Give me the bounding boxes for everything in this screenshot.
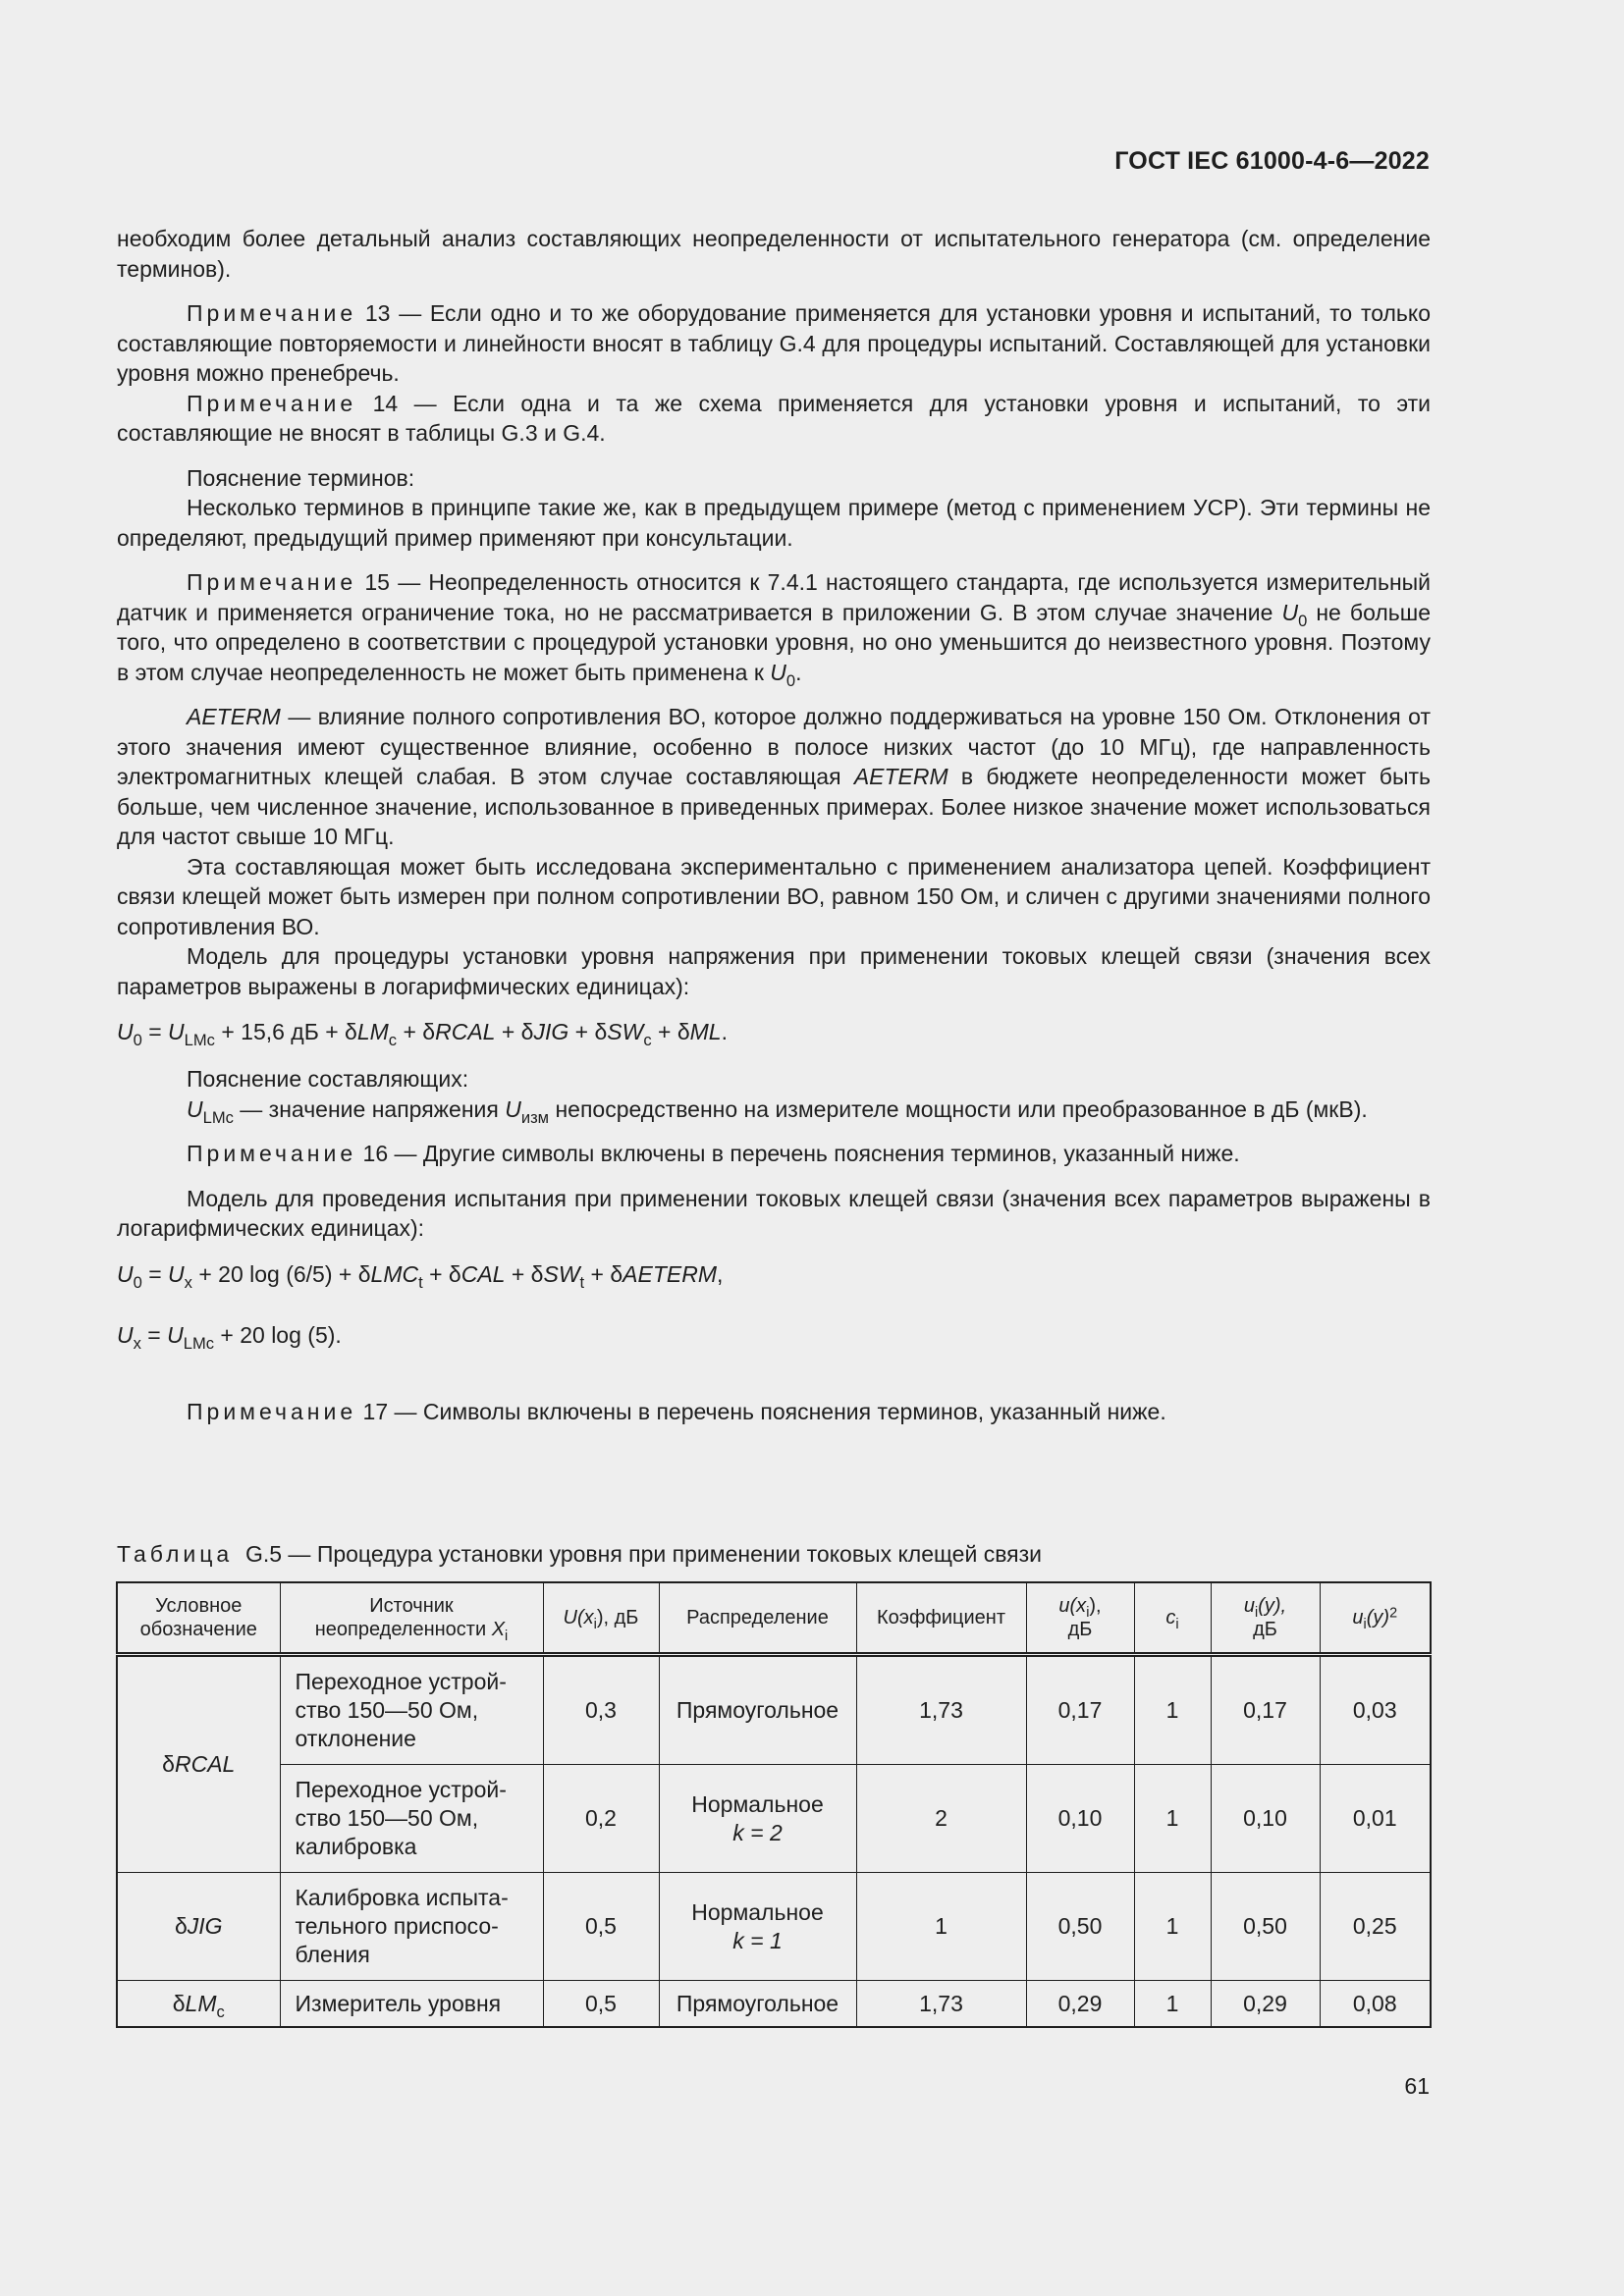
header-distribution: Распределение bbox=[659, 1582, 856, 1655]
header-U bbox=[543, 1582, 659, 1655]
cell-c: 1 bbox=[1134, 1765, 1211, 1873]
note-16 bbox=[117, 1139, 1431, 1169]
f1-sub: LMc bbox=[184, 1030, 215, 1049]
document-id: ГОСТ IEC 61000-4-6—2022 bbox=[1114, 147, 1430, 175]
f2-sub: t bbox=[418, 1272, 423, 1292]
header-sub: i bbox=[1255, 1605, 1259, 1622]
note-number: 17 bbox=[362, 1398, 389, 1424]
f1-sub: c bbox=[388, 1030, 398, 1049]
f3-sub: x bbox=[133, 1333, 141, 1353]
note-text: не больше того, что определено в соответствии с процедурой установки уровня, но оно уменьшится до неизвестного уровня. Поэтому в этом случае неопределенность не может быть применена к bbox=[117, 599, 1432, 685]
f2-sub: t bbox=[579, 1272, 585, 1292]
header-sub: i bbox=[1175, 1617, 1179, 1633]
symbol-sub: изм bbox=[520, 1107, 550, 1127]
cell-uy2: 0,08 bbox=[1320, 1981, 1431, 2028]
f1-sub: c bbox=[643, 1030, 652, 1049]
symbol-sub: c bbox=[216, 2002, 225, 2021]
note-number: 14 bbox=[372, 390, 399, 416]
note-number: 15 bbox=[364, 569, 390, 595]
f2-op: + δ bbox=[505, 1260, 544, 1287]
f2-term: CAL bbox=[460, 1260, 506, 1287]
cell-U: 0,3 bbox=[543, 1655, 659, 1765]
cell-distribution bbox=[659, 1873, 856, 1981]
f1-u2: U bbox=[168, 1019, 185, 1044]
note-15 bbox=[117, 567, 1432, 690]
symbol-sub: 0 bbox=[785, 670, 796, 690]
header-sub: i bbox=[1363, 1617, 1367, 1633]
page-number: 61 bbox=[1404, 2073, 1430, 2099]
terms-paragraph: Несколько терминов в принципе такие же, как в предыдущем примере (метод с применением УСР). Эти термины не определяют, предыдущий пример применяют при консультации. bbox=[117, 495, 1431, 551]
header-u-pre: u(x bbox=[1058, 1595, 1087, 1617]
delta: δ bbox=[172, 1990, 186, 2016]
dist-k: k = 2 bbox=[732, 1819, 783, 1845]
f2-end: , bbox=[717, 1260, 724, 1287]
symbol-sub: 0 bbox=[1298, 611, 1308, 630]
header-source bbox=[280, 1582, 543, 1655]
components-text: непосредственно на измерителе мощности или преобразованное в дБ (мкВ). bbox=[549, 1095, 1368, 1122]
cell-uy2: 0,03 bbox=[1320, 1655, 1431, 1765]
cell-source: Калибровка испыта- тельного приспосо- бления bbox=[280, 1873, 543, 1981]
f2-sub: x bbox=[184, 1272, 192, 1292]
header-c bbox=[1134, 1582, 1211, 1655]
cell-coefficient: 1 bbox=[856, 1873, 1026, 1981]
note-14 bbox=[117, 389, 1431, 449]
header-uy2-post: (y) bbox=[1366, 1607, 1390, 1629]
cell-source: Переходное устрой- ство 150—50 Ом, отклонение bbox=[280, 1655, 543, 1765]
f2-term: LMC bbox=[370, 1260, 419, 1287]
terms-heading: Пояснение терминов: bbox=[187, 464, 415, 491]
formula-level-setting bbox=[117, 1017, 1431, 1049]
table-row bbox=[117, 1981, 1431, 2028]
delta: δ bbox=[174, 1913, 188, 1939]
header-c-sym: c bbox=[1165, 1607, 1176, 1629]
symbol-u: U bbox=[1281, 599, 1299, 625]
table-caption-label: Таблица bbox=[117, 1541, 234, 1567]
note-number: 13 bbox=[364, 300, 391, 326]
cell-U: 0,5 bbox=[543, 1981, 659, 2028]
header-sub: i bbox=[1086, 1605, 1090, 1622]
f3-sub: LMc bbox=[183, 1333, 215, 1353]
f3-eq: = bbox=[140, 1321, 168, 1348]
header-uy-post: (y), bbox=[1258, 1595, 1287, 1617]
cell-c: 1 bbox=[1134, 1655, 1211, 1765]
cell-u: 0,17 bbox=[1026, 1655, 1134, 1765]
f3-rest: + 20 log (5). bbox=[214, 1321, 342, 1348]
aeterm-text: — влияние полного сопротивления ВО, которое должно поддерживаться на уровне 150 Ом. Отклонения от этого значения имеют существенное влияние, особенно в полосе низких частот (до 10 МГц), где направленность электромагнитных клещей слабая. В этом случае составляющая bbox=[117, 704, 1432, 789]
header-uy-pre: u bbox=[1243, 1595, 1256, 1617]
cell-symbol bbox=[117, 1981, 280, 2028]
cell-uy2: 0,01 bbox=[1320, 1765, 1431, 1873]
model2-paragraph: Модель для проведения испытания при применении токовых клещей связи (значения всех параметров выражены в логарифмических единицах): bbox=[117, 1185, 1431, 1241]
symbol-jig: JIG bbox=[187, 1913, 223, 1939]
f1-eq: = bbox=[141, 1019, 169, 1044]
document-body bbox=[117, 224, 1431, 1426]
f1-term: LM bbox=[356, 1019, 389, 1044]
f2-eq: = bbox=[141, 1260, 169, 1287]
components-paragraph bbox=[117, 1095, 1431, 1125]
header-uy-unit: дБ bbox=[1253, 1619, 1277, 1640]
f1-term: JIG bbox=[533, 1019, 569, 1044]
cell-uy: 0,10 bbox=[1211, 1765, 1320, 1873]
f3-u: U bbox=[167, 1321, 184, 1348]
cell-distribution: Прямоугольное bbox=[659, 1655, 856, 1765]
note-number: 16 bbox=[362, 1141, 389, 1166]
symbol-rcal: RCAL bbox=[174, 1751, 236, 1777]
header-u-post: ), bbox=[1089, 1595, 1102, 1617]
f1-op: + δ bbox=[651, 1019, 690, 1044]
cell-c: 1 bbox=[1134, 1873, 1211, 1981]
aeterm-text: в бюджете неопределенности может быть больше, чем численное значение, использованное в приведенных примерах. Более низкое значение может использоваться для частот свыше 10 МГц. bbox=[117, 764, 1432, 849]
f2-term: AETERM bbox=[623, 1260, 718, 1287]
header-U-post: ), дБ bbox=[596, 1607, 639, 1629]
cell-coefficient: 1,73 bbox=[856, 1981, 1026, 2028]
symbol-aeterm: AETERM bbox=[853, 764, 948, 789]
delta: δ bbox=[162, 1751, 175, 1777]
f1-op: + δ bbox=[495, 1019, 534, 1044]
table-row bbox=[117, 1765, 1431, 1873]
cell-c: 1 bbox=[1134, 1981, 1211, 2028]
header-uy bbox=[1211, 1582, 1320, 1655]
header-symbol: Условное обозначение bbox=[117, 1582, 280, 1655]
f1-op: + δ bbox=[397, 1019, 436, 1044]
note-text: — Если одно и то же оборудование применяется для установки уровня и испытаний, то только составляющие повторяемости и линейности вносят в таблицу G.4 для процедуры испытаний. Составляющей для установки уровня можно пренебречь. bbox=[117, 300, 1432, 386]
formula-ux bbox=[117, 1320, 1431, 1353]
f1-term: ML bbox=[689, 1019, 722, 1044]
symbol-lm: LM bbox=[185, 1990, 217, 2016]
table-caption bbox=[117, 1541, 1042, 1568]
header-uy2 bbox=[1320, 1582, 1431, 1655]
f1-u: U bbox=[117, 1019, 134, 1044]
header-sub: i bbox=[505, 1629, 509, 1645]
f3-u: U bbox=[117, 1321, 134, 1348]
f1-op: + 15,6 дБ + δ bbox=[214, 1019, 357, 1044]
cell-coefficient: 1,73 bbox=[856, 1655, 1026, 1765]
f2-sub: 0 bbox=[133, 1272, 142, 1292]
symbol-u: U bbox=[187, 1095, 203, 1122]
cell-u: 0,50 bbox=[1026, 1873, 1134, 1981]
note-text: — Неопределенность относится к 7.4.1 настоящего стандарта, где используется измерительный датчик и применяется ограничение тока, но не рассматривается в приложении G. В этом случае значение bbox=[117, 569, 1432, 625]
f1-term: SW bbox=[607, 1019, 644, 1044]
f1-sub: 0 bbox=[133, 1030, 142, 1049]
f2-op: + 20 log (6/5) + δ bbox=[191, 1260, 371, 1287]
symbol-u: U bbox=[770, 659, 786, 685]
table-row bbox=[117, 1873, 1431, 1981]
components-heading: Пояснение составляющих: bbox=[187, 1066, 469, 1092]
f1-op: + δ bbox=[568, 1019, 608, 1044]
formula-test bbox=[117, 1259, 1431, 1292]
note-label: Примечание bbox=[187, 300, 357, 326]
table-row bbox=[117, 1655, 1431, 1765]
note-label: Примечание bbox=[187, 1141, 357, 1166]
note-label: Примечание bbox=[187, 569, 357, 595]
header-sup: 2 bbox=[1389, 1605, 1398, 1622]
f1-end: . bbox=[721, 1019, 728, 1044]
header-coefficient: Коэффициент bbox=[856, 1582, 1026, 1655]
cell-U: 0,2 bbox=[543, 1765, 659, 1873]
paragraph-continuation: необходим более детальный анализ составляющих неопределенности от испытательного генератора (см. определение терминов). bbox=[117, 226, 1431, 282]
cell-uy: 0,50 bbox=[1211, 1873, 1320, 1981]
cell-uy2: 0,25 bbox=[1320, 1873, 1431, 1981]
dist-name: Нормальное bbox=[691, 1790, 824, 1817]
dist-name: Нормальное bbox=[691, 1898, 824, 1925]
header-source-text: Источник неопределенности bbox=[314, 1595, 487, 1640]
symbol-aeterm: AETERM bbox=[187, 704, 281, 729]
symbol-u: U bbox=[505, 1095, 521, 1122]
note-text: — Символы включены в перечень пояснения терминов, указанный ниже. bbox=[394, 1398, 1166, 1424]
explore-paragraph: Эта составляющая может быть исследована экспериментально с применением анализатора цепей. Коэффициент связи клещей может быть измерен при полном сопротивлении ВО, равном 150 Ом, и сличен с другими значениями полного сопротивления ВО. bbox=[117, 853, 1431, 939]
note-label: Примечание bbox=[187, 1398, 357, 1424]
model1-paragraph: Модель для процедуры установки уровня напряжения при применении токовых клещей связи (значения всех параметров выражены в логарифмических единицах): bbox=[117, 943, 1431, 999]
cell-uy: 0,17 bbox=[1211, 1655, 1320, 1765]
header-u bbox=[1026, 1582, 1134, 1655]
cell-source: Переходное устрой- ство 150—50 Ом, калибровка bbox=[280, 1765, 543, 1873]
note-text: — Другие символы включены в перечень пояснения терминов, указанный ниже. bbox=[394, 1141, 1240, 1166]
f2-op: + δ bbox=[422, 1260, 461, 1287]
header-U-pre: U(x bbox=[563, 1607, 594, 1629]
header-sub: i bbox=[593, 1617, 597, 1633]
components-text: — значение напряжения bbox=[233, 1095, 506, 1122]
cell-coefficient: 2 bbox=[856, 1765, 1026, 1873]
note-label: Примечание bbox=[187, 390, 357, 416]
aeterm-paragraph bbox=[117, 702, 1431, 852]
table-header-row bbox=[117, 1582, 1431, 1655]
header-uy2-pre: u bbox=[1352, 1607, 1364, 1629]
cell-uy: 0,29 bbox=[1211, 1981, 1320, 2028]
header-u-unit: дБ bbox=[1067, 1619, 1093, 1640]
f2-term: SW bbox=[543, 1260, 580, 1287]
note-text: — Если одна и та же схема применяется для установки уровня и испытаний, то эти составляющие не вносят в таблицы G.3 и G.4. bbox=[117, 390, 1431, 446]
cell-symbol bbox=[117, 1655, 280, 1873]
cell-u: 0,29 bbox=[1026, 1981, 1134, 2028]
cell-u: 0,10 bbox=[1026, 1765, 1134, 1873]
table-caption-text: G.5 — Процедура установки уровня при применении токовых клещей связи bbox=[244, 1541, 1042, 1567]
f2-op: + δ bbox=[584, 1260, 623, 1287]
f1-term: RCAL bbox=[435, 1019, 496, 1044]
uncertainty-table bbox=[116, 1581, 1432, 2028]
cell-distribution bbox=[659, 1765, 856, 1873]
note-17 bbox=[117, 1397, 1431, 1427]
f2-u: U bbox=[168, 1260, 185, 1287]
dist-k: k = 1 bbox=[732, 1927, 783, 1953]
symbol-sub: LMc bbox=[202, 1107, 234, 1127]
cell-U: 0,5 bbox=[543, 1873, 659, 1981]
cell-symbol bbox=[117, 1873, 280, 1981]
period: . bbox=[795, 659, 802, 685]
f2-u: U bbox=[117, 1260, 134, 1287]
cell-distribution: Прямоугольное bbox=[659, 1981, 856, 2028]
header-source-sym: X bbox=[491, 1619, 506, 1640]
cell-source: Измеритель уровня bbox=[280, 1981, 543, 2028]
note-13 bbox=[117, 298, 1431, 389]
